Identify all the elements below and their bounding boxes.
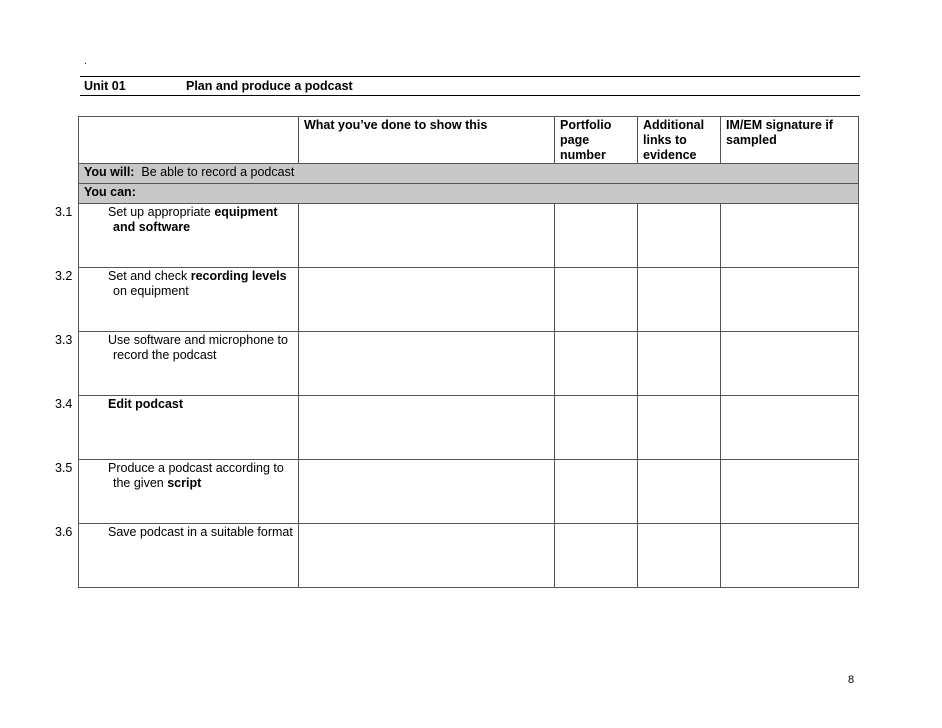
portfolio-page-header: Portfolio page number (555, 117, 638, 164)
criterion-number: 3.6 (55, 525, 73, 539)
criterion-text-part: Use software and microphone to record the podcast (108, 333, 288, 362)
criterion-text-part: on equipment (113, 284, 189, 298)
signature-cell[interactable] (721, 268, 859, 332)
evidence-cell[interactable] (299, 204, 555, 268)
criterion-text-part: Save podcast in a suitable format (108, 525, 293, 539)
additional-links-cell[interactable] (638, 332, 721, 396)
criterion-row (79, 332, 859, 396)
signature-cell[interactable] (721, 396, 859, 460)
you-can-label: You can: (84, 185, 136, 199)
you-can-row (79, 184, 859, 204)
you-will-text: Be able to record a podcast (141, 165, 295, 179)
criterion-text-part: script (167, 476, 202, 490)
criterion-row (79, 204, 859, 268)
criterion-cell (55, 332, 299, 396)
criterion-cell (55, 204, 299, 268)
unit-title: Plan and produce a podcast (186, 79, 353, 93)
criterion-text-part: Set and check (108, 269, 191, 283)
signature-header: IM/EM signature if sampled (721, 117, 859, 164)
additional-links-cell[interactable] (638, 204, 721, 268)
criteria-header (79, 117, 299, 164)
criterion-cell (55, 524, 299, 588)
additional-links-cell[interactable] (638, 524, 721, 588)
criterion-row (79, 396, 859, 460)
criterion-number: 3.5 (55, 461, 73, 475)
criterion-text-part: Produce a podcast according to the given (108, 461, 284, 490)
unit-id: Unit 01 (84, 79, 126, 93)
criterion-text (55, 525, 293, 540)
criterion-text (55, 461, 293, 491)
evidence-cell[interactable] (299, 396, 555, 460)
criterion-row (79, 460, 859, 524)
criterion-text-part: Edit podcast (108, 397, 184, 411)
additional-links-cell[interactable] (638, 396, 721, 460)
criterion-cell (55, 460, 299, 524)
criterion-row (79, 524, 859, 588)
evidence-cell[interactable] (299, 332, 555, 396)
you-will-row (79, 164, 859, 184)
additional-links-cell[interactable] (638, 460, 721, 524)
additional-links-cell[interactable] (638, 268, 721, 332)
evidence-cell[interactable] (299, 524, 555, 588)
criterion-text (55, 397, 293, 412)
signature-cell[interactable] (721, 524, 859, 588)
you-can-cell (79, 184, 859, 204)
criterion-number: 3.1 (55, 205, 73, 219)
evidence-cell[interactable] (299, 460, 555, 524)
criterion-cell (55, 268, 299, 332)
portfolio-page-cell[interactable] (555, 268, 638, 332)
evidence-cell[interactable] (299, 268, 555, 332)
criterion-text (55, 333, 293, 363)
evidence-header: What you’ve done to show this (299, 117, 555, 164)
criterion-text-part: recording levels (190, 269, 287, 283)
evidence-table (55, 116, 859, 588)
criterion-text-part: Set up appropriate (108, 205, 215, 219)
criterion-number: 3.2 (55, 269, 73, 283)
criterion-text-part: equipment and software (113, 205, 278, 234)
unit-header (80, 76, 860, 96)
signature-cell[interactable] (721, 332, 859, 396)
portfolio-page-cell[interactable] (555, 460, 638, 524)
you-will-cell (79, 164, 859, 184)
signature-cell[interactable] (721, 204, 859, 268)
criterion-cell (55, 396, 299, 460)
portfolio-page-cell[interactable] (555, 524, 638, 588)
criterion-row (79, 268, 859, 332)
page-number: 8 (848, 674, 855, 686)
criterion-text (55, 205, 293, 235)
table-header-row (79, 117, 859, 164)
portfolio-page-cell[interactable] (555, 204, 638, 268)
signature-cell[interactable] (721, 460, 859, 524)
top-mark: . (84, 56, 87, 67)
criterion-number: 3.3 (55, 333, 73, 347)
portfolio-page-cell[interactable] (555, 332, 638, 396)
you-will-label: You will: (84, 165, 135, 179)
criterion-number: 3.4 (55, 397, 73, 411)
criterion-text (55, 269, 293, 299)
portfolio-page-cell[interactable] (555, 396, 638, 460)
additional-links-header: Additional links to evidence (638, 117, 721, 164)
